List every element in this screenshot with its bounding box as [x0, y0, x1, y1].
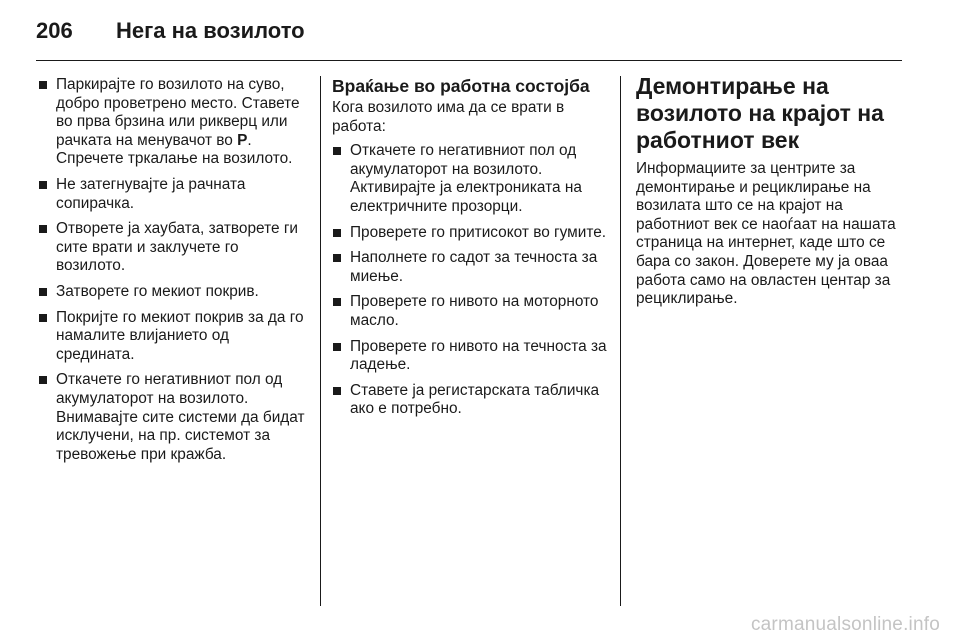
watermark: carmanualsonline.info [750, 614, 940, 635]
list-item: Затворете го мекиот покрив. [38, 283, 310, 302]
list-item: Проверете го притисокот во гумите. [332, 224, 608, 243]
list-item: Откачете го негативниот пол од акумулаторот на возилото. Активирајте ја електрониката на електричните прозорци. [332, 142, 608, 216]
list-item: Паркирајте го возилото на суво, добро проветрено место. Ставете во прва брзина или рикверц или рачката на менувачот во P. Спречете тркалање на возилото. [38, 76, 310, 169]
section-intro: Кога возилото има да се врати в работа: [332, 99, 565, 135]
section-heading: Враќање во работна состојба [332, 76, 590, 96]
list-item: Ставете ја регистарската табличка ако е потребно. [332, 382, 608, 419]
gear-position-label: P [237, 131, 248, 149]
bullet-icon [39, 181, 47, 189]
section-body: Информациите за центрите за демонтирање и рециклирање на возилата што се на крајот на работниот век се наоѓаат на нашата страница на интернет, каде што се бара со закон. Доверете му ја оваа работа само на овластен центар за рециклирање. [636, 160, 896, 308]
bullet-icon [333, 229, 341, 237]
list-item: Отворете ја хаубата, затворете ги сите врати и заклучете го возилото. [38, 220, 310, 276]
bullet-icon [39, 314, 47, 322]
column-storage [38, 76, 310, 471]
bullet-icon [39, 376, 47, 384]
list-item: Откачете го негативниот пол од акумулаторот на возилото. Внимавајте сите системи да бидат исклучени, на пр. системот за тревожење при кражба. [38, 371, 310, 464]
section-heading: Демонтирање на возилото на крајот на работниот век [636, 73, 884, 153]
list-item: Проверете го нивото на течноста за ладење. [332, 338, 608, 375]
bullet-icon [333, 343, 341, 351]
list-item: Наполнете го садот за течноста за миење. [332, 249, 608, 286]
list-item: Проверете го нивото на моторното масло. [332, 293, 608, 330]
page-header [36, 18, 305, 48]
page-number: 206 [36, 18, 73, 43]
bullet-icon [39, 225, 47, 233]
bullet-icon [39, 81, 47, 89]
recommissioning-steps-list [332, 142, 608, 419]
bullet-icon [333, 254, 341, 262]
column-end-of-life [636, 73, 906, 309]
list-item: Покријте го мекиот покрив за да го намалите влијанието од средината. [38, 309, 310, 365]
storage-steps-list [38, 76, 310, 464]
bullet-icon [333, 298, 341, 306]
list-item: Не затегнувајте ја рачната сопирачка. [38, 176, 310, 213]
column-divider [320, 76, 321, 606]
bullet-icon [333, 147, 341, 155]
column-recommissioning [332, 76, 608, 426]
column-divider [620, 76, 621, 606]
page-title: Нега на возилото [116, 18, 305, 43]
bullet-icon [333, 387, 341, 395]
header-rule [36, 60, 902, 61]
bullet-icon [39, 288, 47, 296]
